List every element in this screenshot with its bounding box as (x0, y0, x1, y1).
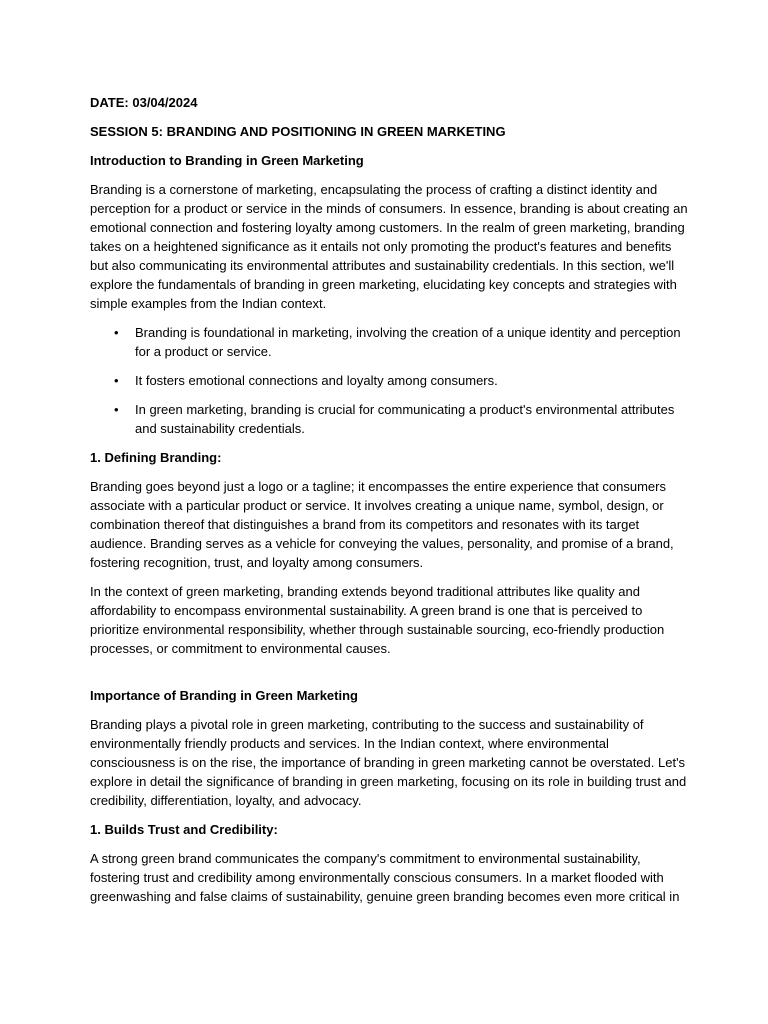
session-title: SESSION 5: BRANDING AND POSITIONING IN GREEN MARKETING (90, 124, 506, 139)
intro-bullet-list (90, 323, 690, 438)
importance-paragraph: Branding plays a pivotal role in green marketing, contributing to the success and sustainability of environmentally friendly products and services. In the Indian context, where environmental consciousness is on the rise, the importance of branding in green marketing cannot be overstated. Let's explore in detail the significance of branding in green marketing, focusing on its role in building trust and credibility, differentiation, loyalty, and advocacy. (90, 717, 687, 808)
list-item: • Branding is foundational in marketing, involving the creation of a unique identity and perception for a product or service. (90, 323, 690, 361)
list-item: • It fosters emotional connections and loyalty among consumers. (90, 371, 690, 390)
blank-line (90, 668, 690, 686)
defining-branding-paragraph-1: Branding goes beyond just a logo or a tagline; it encompasses the entire experience that consumers associate with a particular product or service. It involves creating a unique name, symbol, design, or combination thereof that distinguishes a brand from its competitors and resonates with its target audience. Branding serves as a vehicle for conveying the values, personality, and promise of a brand, fostering recognition, trust, and loyalty among consumers. (90, 479, 674, 570)
list-item: • In green marketing, branding is crucial for communicating a product's environmental attributes and sustainability credentials. (90, 400, 690, 438)
date-line: DATE: 03/04/2024 (90, 95, 198, 110)
intro-paragraph: Branding is a cornerstone of marketing, encapsulating the process of crafting a distinct identity and perception for a product or service in the minds of consumers. In essence, branding is about creating an emotional connection and fostering loyalty among customers. In the realm of green marketing, branding takes on a heightened significance as it entails not only promoting the product's features and benefits but also communicating its environmental attributes and sustainability credentials. In this section, we'll explore the fundamentals of branding in green marketing, elucidating key concepts and strategies with simple examples from the Indian context. (90, 182, 688, 311)
trust-paragraph: A strong green brand communicates the company's commitment to environmental sustainability, fostering trust and credibility among environmentally conscious consumers. In a market flooded with greenwashing and false claims of sustainability, genuine green branding becomes even more critical in (90, 851, 680, 904)
defining-branding-paragraph-2: In the context of green marketing, branding extends beyond traditional attributes like quality and affordability to encompass environmental sustainability. A green brand is one that is perceived to prioritize environmental responsibility, whether through sustainable sourcing, eco-friendly production processes, or commitment to environmental causes. (90, 584, 665, 656)
trust-heading: 1. Builds Trust and Credibility: (90, 822, 278, 837)
intro-heading: Introduction to Branding in Green Marketing (90, 153, 364, 168)
importance-heading: Importance of Branding in Green Marketing (90, 688, 358, 703)
document-body (90, 93, 690, 916)
defining-branding-heading: 1. Defining Branding: (90, 450, 222, 465)
